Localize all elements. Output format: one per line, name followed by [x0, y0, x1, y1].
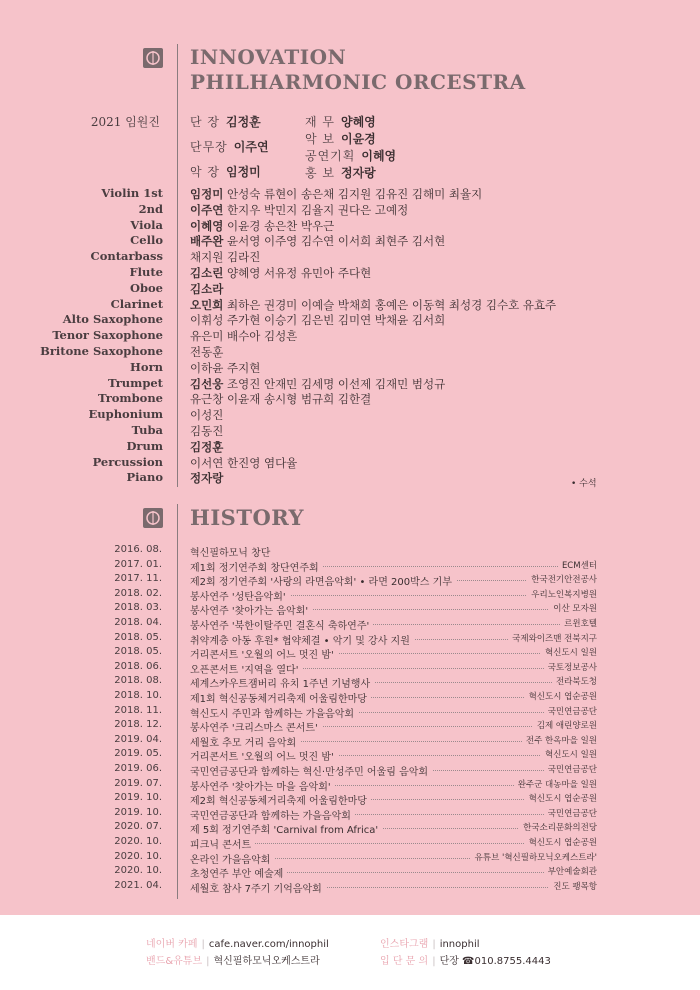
history-date: 2018. 02. [114, 587, 162, 599]
history-date: 2018. 05. [114, 646, 162, 658]
history-place: 국토정보공사 [544, 661, 597, 673]
principal-name: 김소린 [190, 266, 224, 280]
footer-instagram[interactable]: 인스타그램 | innophil [380, 939, 480, 950]
history-event: 혁신도시 주민과 함께하는 가을음악회 [190, 705, 358, 720]
history-date: 2019. 04. [114, 733, 162, 745]
member-list [190, 312, 445, 328]
history-place: 혁신도시 엽순공원 [525, 836, 597, 848]
history-event: 봉사연주 '북한이탈주민 결혼식 축하연주' [190, 617, 373, 632]
instrument-label: Clarinet [110, 296, 163, 311]
history-event: 거리콘서트 '오월의 어느 멋진 밤' [190, 646, 338, 661]
instrument-label: Drum [126, 438, 163, 453]
history-date: 2017. 11. [114, 573, 162, 585]
roster-row [0, 360, 700, 376]
footer-band[interactable]: 밴드&유튜브 | 혁신필하모닉오케스트라 [146, 956, 320, 967]
instrument-label: Trumpet [108, 375, 163, 390]
page-title-line2: PHILHARMONIC ORCESTRA [190, 70, 526, 94]
principal-name: 이주연 [190, 202, 224, 217]
member-names: 이윤경 송은찬 박우근 [226, 218, 335, 233]
staff-member: 공연기획 이혜영 [305, 149, 397, 163]
orchestra-logo-icon [143, 48, 163, 68]
member-names: 최하은 권경미 이예슬 박채희 홍예은 이동혁 최성경 김수호 유효주 [226, 297, 557, 312]
history-date: 2019. 06. [114, 763, 162, 774]
instrument-label: Tenor Saxophone [52, 328, 163, 343]
history-event: 세계스카우트잼버리 유치 1주년 기념행사 [190, 675, 374, 690]
member-list [190, 297, 556, 313]
history-place: 한국전기안전공사 [527, 573, 597, 585]
history-row [0, 880, 700, 897]
history-place: 르윈호텔 [560, 617, 597, 629]
history-place: 전라북도청 [552, 675, 597, 687]
history-place: 국민연금공단 [544, 705, 597, 717]
history-event: 봉사연주 '찾아가는 마을 음악회' [190, 778, 335, 793]
roster-row [0, 423, 700, 439]
staff-member: 홍 보 정자랑 [305, 166, 376, 180]
roster-row [0, 328, 700, 344]
instrument-label: 2nd [138, 201, 163, 216]
history-event: 오픈콘서트 '지역을 열다' [190, 661, 302, 676]
member-list [190, 186, 482, 202]
history-place: ECM센터 [558, 559, 597, 571]
instrument-label: Tuba [131, 423, 163, 437]
member-list [190, 439, 223, 455]
staff-label: 2021 임원진 [90, 115, 160, 129]
instrument-label: Flute [129, 265, 163, 279]
principal-name: 배주완 [190, 234, 224, 249]
roster-row [0, 455, 700, 471]
roster-note: • 수석 [571, 479, 597, 489]
roster-row [0, 265, 700, 281]
roster-row [0, 407, 700, 423]
history-place: 혁신도시 엽순공원 [525, 792, 597, 804]
member-list [190, 423, 223, 439]
member-names: 안성숙 류현이 송은채 김지원 김유진 김해미 최율지 [226, 187, 483, 201]
member-list [190, 455, 297, 471]
history-logo-icon [143, 508, 163, 528]
history-place: 김제 애린양로원 [533, 719, 597, 731]
member-list [190, 233, 445, 249]
footer-contact: 입 단 문 의 | 단장 ☎010.8755.4443 [380, 956, 551, 967]
staff-member: 단 장 김정훈 [190, 115, 261, 129]
roster-row [0, 218, 700, 234]
member-list [190, 328, 297, 344]
principal-name: 임정미 [190, 187, 224, 201]
member-list [190, 249, 260, 265]
instrument-label: Horn [130, 359, 163, 374]
roster-row [0, 297, 700, 313]
history-place: 우리노인복지병원 [527, 588, 597, 600]
history-event: 제2회 혁신공동체거리축제 어울림한마당 [190, 792, 371, 807]
member-list [190, 265, 371, 281]
staff-member: 악 장 임정미 [190, 165, 261, 179]
roster-row [0, 312, 700, 328]
roster-row [0, 344, 700, 360]
history-date: 2021. 04. [114, 879, 162, 891]
instrument-label: Percussion [92, 454, 163, 469]
history-event: 피크닉 콘서트 [190, 836, 255, 851]
history-event: 봉사연주 '성탄음악회' [190, 588, 290, 603]
history-date: 2018. 05. [114, 631, 162, 643]
member-list [190, 470, 223, 486]
roster-row [0, 249, 700, 265]
member-names: 윤서영 이주영 김수연 이서희 최현주 김서현 [226, 234, 446, 249]
roster-row [0, 439, 700, 455]
roster-row [0, 202, 700, 218]
history-event: 제1회 정기연주회 창단연주회 [190, 559, 323, 574]
history-place: 혁신도시 일원 [541, 748, 597, 760]
member-names: 김동진 [190, 424, 224, 438]
history-event: 초청연주 부안 예술제 [190, 865, 287, 880]
history-event: 봉사연주 '크리스마스 콘서트' [190, 719, 322, 734]
history-place: 유튜브 '혁신필하모닉오케스트라' [471, 851, 597, 863]
staff-member: 단무장 이주연 [190, 140, 269, 154]
history-place: 국민연금공단 [544, 807, 597, 819]
member-names: 이서연 한진영 염다율 [190, 455, 298, 470]
history-date: 2018. 10. [114, 690, 162, 701]
history-event: 국민연금공단과 함께하는 혁신·만성주민 어울림 음악회 [190, 763, 432, 778]
member-list [190, 376, 445, 392]
history-event: 제2회 정기연주회 '사랑의 라면음악회' • 라면 200박스 기부 [190, 573, 456, 588]
history-date: 2019. 07. [114, 777, 162, 789]
history-date: 2018. 12. [114, 719, 162, 731]
history-place: 국제와이즈맨 전북지구 [508, 632, 597, 644]
history-date: 2019. 10. [114, 806, 162, 818]
roster-row [0, 391, 700, 407]
history-place: 한국소리문화의전당 [519, 821, 597, 833]
history-place: 진도 팽목항 [549, 880, 597, 892]
history-date: 2020. 07. [114, 821, 162, 833]
history-date: 2019. 05. [114, 748, 162, 760]
history-date: 2020. 10. [114, 836, 162, 847]
history-place: 혁신도시 일원 [541, 646, 597, 658]
history-place: 완주군 대농마을 일원 [514, 778, 597, 790]
history-place: 혁신도시 엽순공원 [525, 690, 597, 702]
history-event: 취약계층 아동 후원* 협약체결 • 악기 및 강사 지원 [190, 632, 414, 647]
footer-naver[interactable]: 네이버 카페 | cafe.naver.com/innophil [146, 939, 329, 950]
roster-row [0, 376, 700, 392]
member-names: 이성진 [190, 408, 224, 423]
roster-row [0, 281, 700, 297]
history-event: 세월호 참사 7주기 기억음악회 [190, 880, 326, 895]
instrument-label: Trombone [97, 391, 163, 406]
member-names: 조영진 안재민 김세명 이선제 김재민 범성규 [226, 376, 446, 391]
member-names: 한지우 박민지 김율지 권다은 고예정 [226, 202, 409, 217]
history-event: 국민연금공단과 함께하는 가을음악회 [190, 807, 355, 822]
member-names: 유은미 배수아 김성흔 [190, 329, 298, 344]
instrument-label: Britone Saxophone [40, 344, 163, 358]
history-date: 2018. 03. [114, 602, 162, 614]
staff-member: 악 보 이윤경 [305, 132, 376, 146]
roster-row [0, 233, 700, 249]
member-list [190, 407, 223, 423]
member-names: 전동훈 [190, 345, 224, 359]
instrument-label: Alto Saxophone [62, 312, 163, 327]
member-names: 이휘성 주가현 이승기 김은빈 김미연 박채윤 김서희 [190, 313, 446, 328]
history-event: 제1회 혁신공동체거리축제 어울림한마당 [190, 690, 371, 705]
principal-name: 김선웅 [190, 376, 224, 391]
history-date: 2018. 11. [114, 704, 162, 716]
principal-name: 김정훈 [190, 439, 224, 454]
member-names: 양혜영 서유정 유민아 주다현 [226, 266, 372, 280]
history-date: 2020. 10. [114, 865, 162, 877]
instrument-label: Euphonium [88, 407, 163, 422]
history-date: 2018. 06. [114, 660, 162, 672]
history-place: 부안예술회관 [544, 865, 597, 877]
history-date: 2018. 04. [114, 617, 162, 628]
history-place: 국민연금공단 [544, 763, 597, 775]
history-event: 거리콘서트 '오월의 어느 멋진 밤' [190, 748, 338, 763]
history-event: 혁신필하모닉 창단 [190, 544, 274, 559]
principal-name: 이혜영 [190, 218, 224, 233]
history-date: 2017. 01. [114, 558, 162, 570]
page-title-line1: INNOVATION [190, 45, 347, 69]
member-names: 유근창 이윤재 송시형 범규희 김한결 [190, 392, 372, 407]
history-date: 2018. 08. [114, 675, 162, 687]
history-place: 이산 모자원 [549, 602, 597, 614]
history-event: 세월호 추모 거리 음악회 [190, 734, 300, 749]
member-list [190, 360, 260, 376]
member-names: 채지원 김라진 [190, 250, 261, 265]
footer [0, 915, 700, 990]
principal-name: 정자랑 [190, 471, 224, 486]
roster-row [0, 186, 700, 202]
history-place: 전주 한옥마을 일원 [522, 734, 597, 746]
instrument-label: Oboe [129, 280, 163, 295]
member-list [190, 391, 371, 407]
instrument-label: Piano [126, 470, 163, 485]
history-title: HISTORY [190, 505, 305, 530]
history-date: 2020. 10. [114, 850, 162, 862]
history-date: 2019. 10. [114, 792, 162, 804]
member-names: 이하윤 주지현 [190, 360, 261, 375]
member-list [190, 202, 408, 218]
history-event: 제 5회 정기연주회 'Carnival from Africa' [190, 821, 382, 836]
member-list [190, 281, 223, 297]
history-event: 온라인 가을음악회 [190, 851, 274, 866]
instrument-label: Cello [130, 233, 163, 248]
staff-member: 재 무 양혜영 [305, 115, 376, 129]
instrument-label: Viola [130, 217, 163, 232]
history-date: 2016. 08. [114, 544, 162, 555]
history-event: 봉사연주 '찾아가는 음악회' [190, 602, 312, 617]
member-list [190, 344, 223, 360]
instrument-label: Violin 1st [101, 186, 163, 200]
instrument-label: Contarbass [90, 249, 163, 264]
member-list [190, 218, 334, 234]
principal-name: 오민희 [190, 297, 224, 312]
principal-name: 김소라 [190, 281, 224, 296]
